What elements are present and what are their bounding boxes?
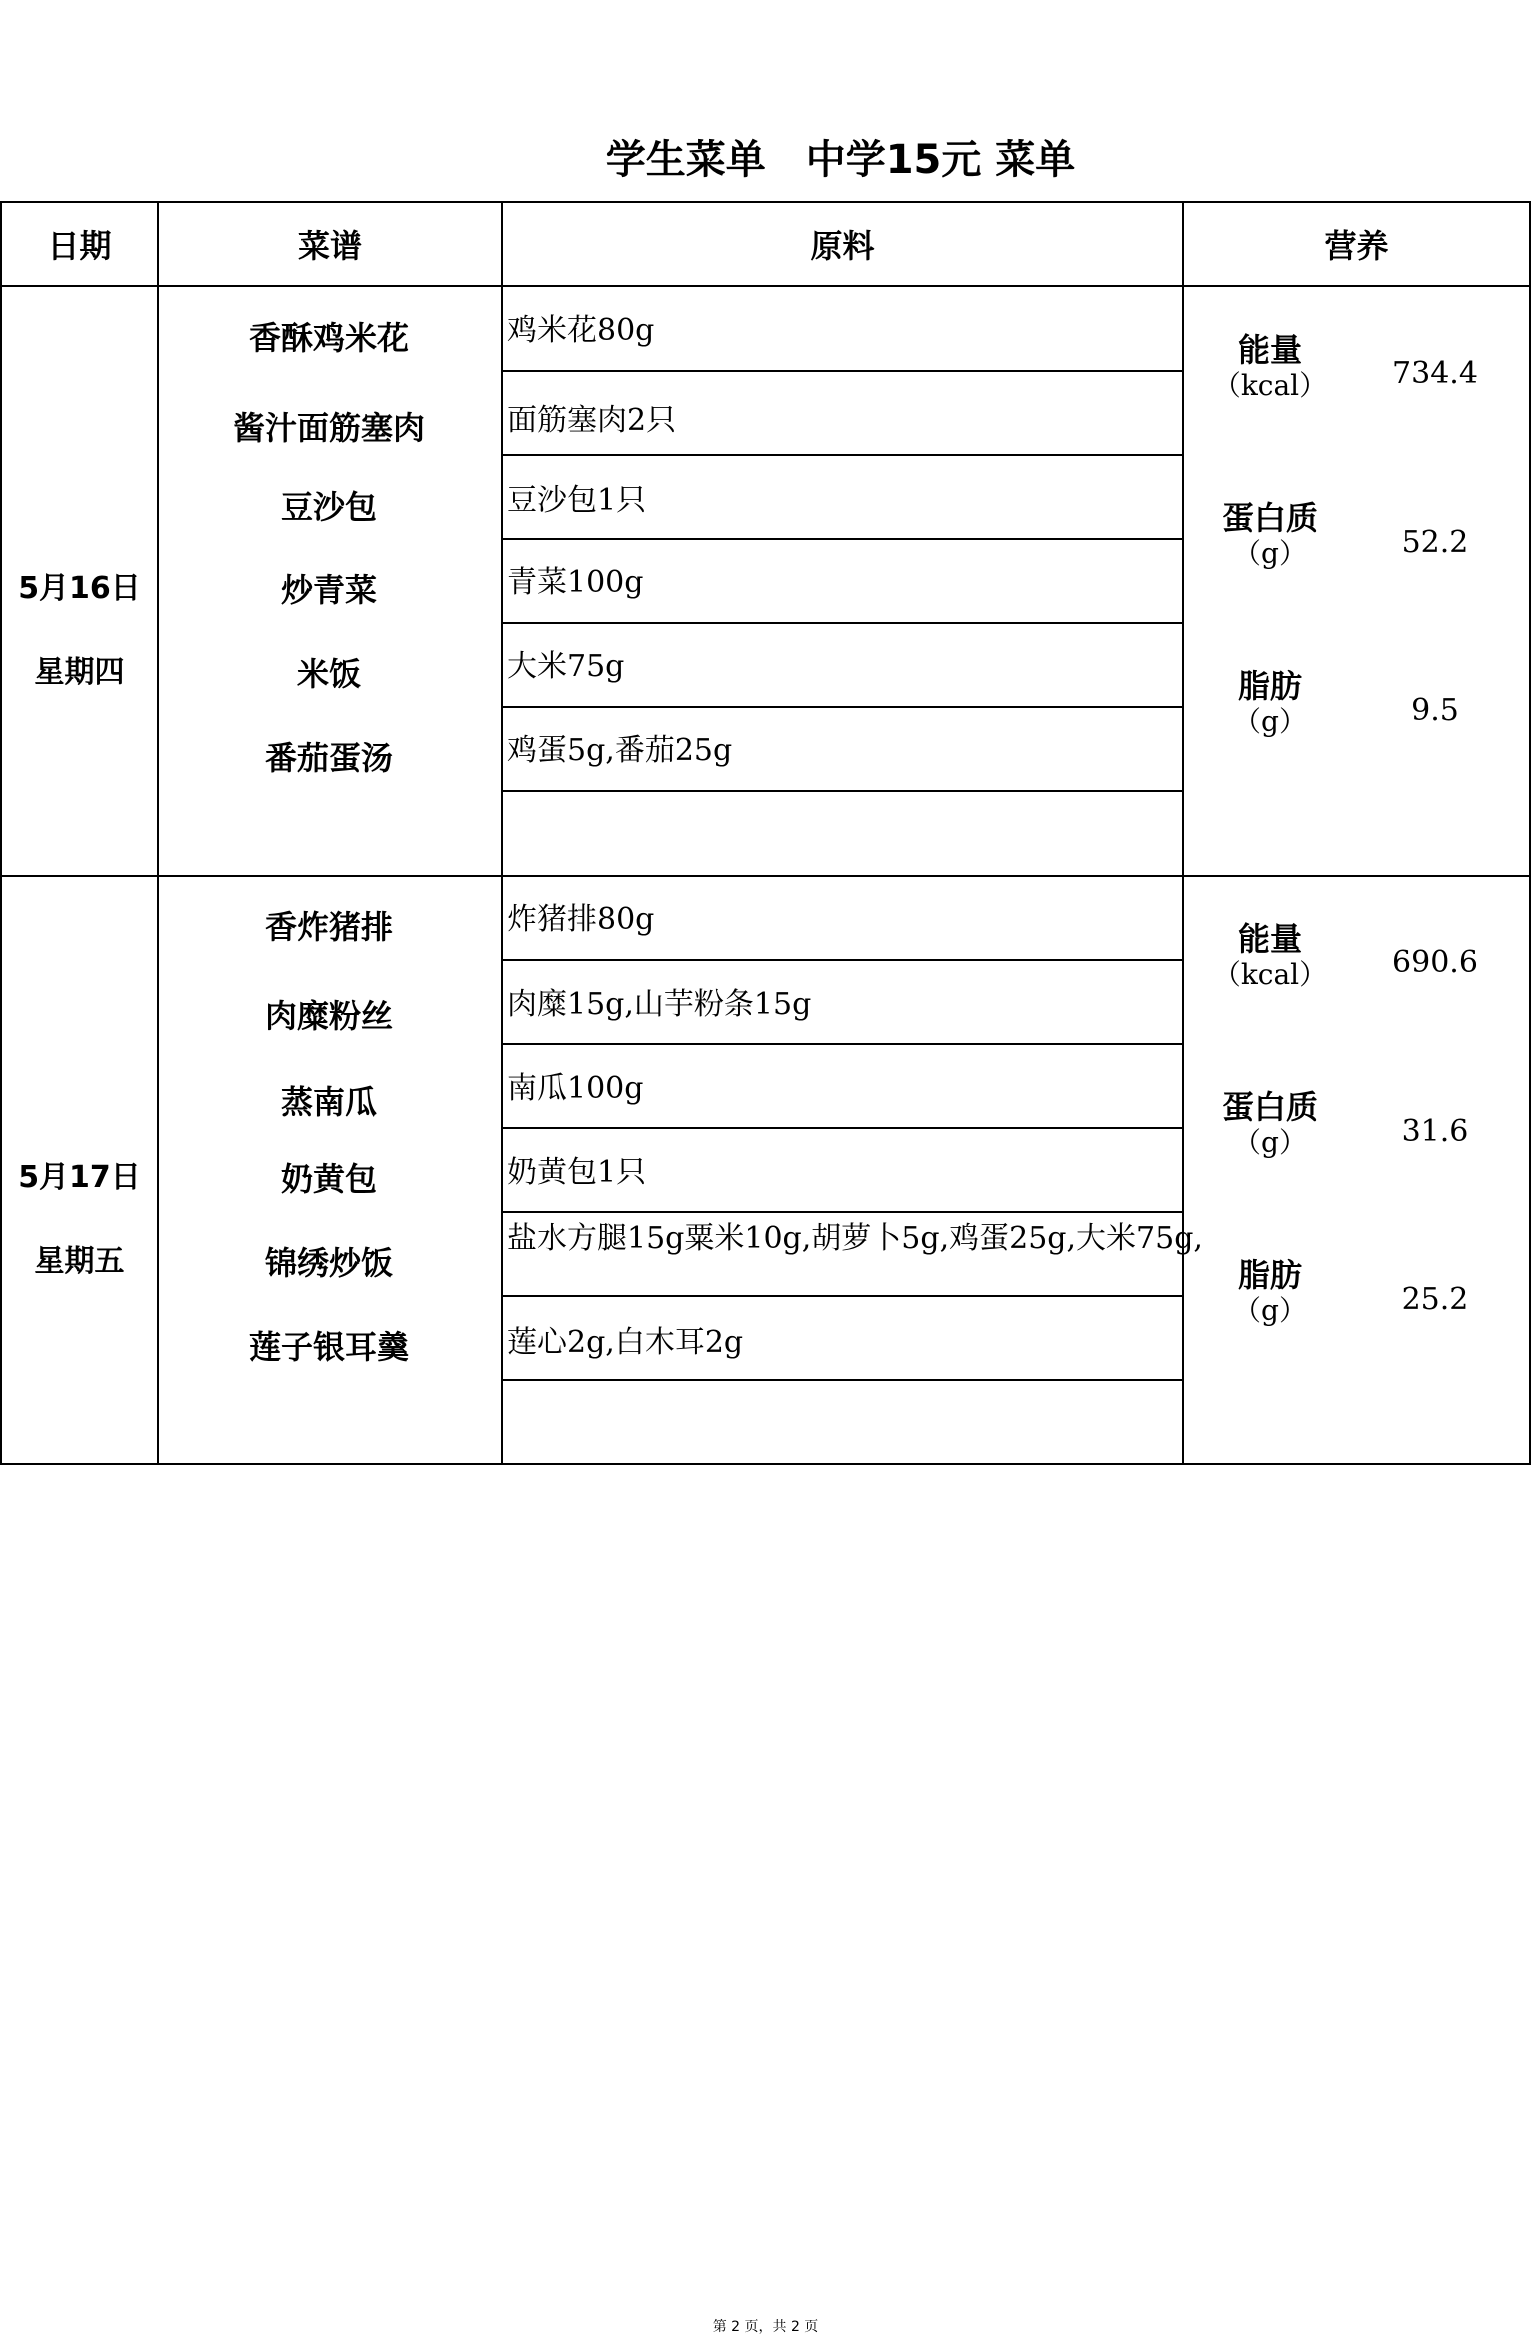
dish-name: 香酥鸡米花 bbox=[248, 319, 409, 357]
nutrition-label: 蛋白质 bbox=[1221, 1088, 1318, 1126]
nutrition-protein-label bbox=[1185, 1088, 1355, 1160]
nutrition-energy-label bbox=[1185, 331, 1355, 403]
nutrition-fat-label bbox=[1185, 667, 1355, 739]
header-dish: 菜谱 bbox=[297, 227, 362, 265]
dish-name: 酱汁面筋塞肉 bbox=[232, 409, 425, 447]
dish-name: 肉糜粉丝 bbox=[264, 997, 393, 1035]
day-separator bbox=[0, 875, 1531, 877]
dish-name: 香炸猪排 bbox=[264, 908, 393, 946]
nutrition-fat-label bbox=[1185, 1256, 1355, 1328]
nutrition-unit: （g） bbox=[1233, 1294, 1307, 1328]
header-nutrition: 营养 bbox=[1324, 227, 1389, 265]
ingredient-text: 面筋塞肉2只 bbox=[507, 403, 677, 438]
dish-name: 莲子银耳羹 bbox=[248, 1328, 409, 1366]
table-bottom-border bbox=[0, 1463, 1531, 1465]
dish-name: 米饭 bbox=[296, 655, 361, 693]
dish-name: 锦绣炒饭 bbox=[264, 1244, 393, 1282]
nutrition-energy-label bbox=[1185, 920, 1355, 992]
ingredient-row-line bbox=[501, 622, 1184, 624]
ingredient-text: 青菜100g bbox=[507, 565, 644, 600]
nutrition-label: 脂肪 bbox=[1237, 667, 1302, 705]
nutrition-energy-value: 734.4 bbox=[1392, 356, 1478, 391]
dish-name: 蒸南瓜 bbox=[280, 1083, 377, 1121]
nutrition-label: 能量 bbox=[1237, 331, 1302, 369]
dish-name: 奶黄包 bbox=[280, 1160, 377, 1198]
ingredient-text: 炸猪排80g bbox=[507, 902, 655, 937]
nutrition-unit: （g） bbox=[1233, 1126, 1307, 1160]
dish-name: 豆沙包 bbox=[280, 488, 377, 526]
nutrition-energy-value: 690.6 bbox=[1392, 945, 1478, 980]
ingredient-row-line bbox=[501, 538, 1184, 540]
menu-title: 学生菜单 中学15元 菜单 bbox=[605, 137, 1076, 183]
ingredient-text: 鸡蛋5g,番茄25g bbox=[507, 733, 733, 768]
ingredient-text: 奶黄包1只 bbox=[507, 1155, 647, 1190]
nutrition-label: 能量 bbox=[1237, 920, 1302, 958]
ingredient-text: 大米75g bbox=[507, 649, 625, 684]
day-weekday: 星期五 bbox=[34, 1244, 125, 1279]
ingredient-text: 莲心2g,白木耳2g bbox=[507, 1325, 744, 1360]
nutrition-unit: （kcal） bbox=[1212, 369, 1328, 403]
dish-name: 番茄蛋汤 bbox=[264, 739, 393, 777]
ingredient-row-line bbox=[501, 706, 1184, 708]
day-weekday: 星期四 bbox=[34, 655, 125, 690]
nutrition-label: 脂肪 bbox=[1237, 1256, 1302, 1294]
nutrition-unit: （g） bbox=[1233, 705, 1307, 739]
ingredient-text: 鸡米花80g bbox=[507, 313, 655, 348]
page-footer: 第 2 页，共 2 页 bbox=[712, 2319, 819, 2335]
ingredient-text: 南瓜100g bbox=[507, 1071, 644, 1106]
ingredient-text: 盐水方腿15g粟米10g,胡萝卜5g,鸡蛋25g,大米75g, bbox=[507, 1221, 1203, 1256]
col-divider-dish bbox=[501, 201, 503, 1465]
nutrition-protein-value: 31.6 bbox=[1401, 1114, 1469, 1149]
ingredient-row-line bbox=[501, 1295, 1184, 1297]
ingredient-text: 豆沙包1只 bbox=[507, 483, 647, 518]
nutrition-fat-value: 9.5 bbox=[1411, 693, 1459, 728]
ingredient-row-line bbox=[501, 1043, 1184, 1045]
ingredient-row-line bbox=[501, 1211, 1184, 1213]
header-ingredients: 原料 bbox=[810, 227, 875, 265]
ingredient-row-line bbox=[501, 454, 1184, 456]
ingredient-row-line bbox=[501, 790, 1184, 792]
ingredient-row-line bbox=[501, 1379, 1184, 1381]
nutrition-protein-value: 52.2 bbox=[1401, 525, 1469, 560]
nutrition-fat-value: 25.2 bbox=[1401, 1282, 1469, 1317]
header-date: 日期 bbox=[47, 227, 112, 265]
ingredient-row-line bbox=[501, 959, 1184, 961]
ingredient-text: 肉糜15g,山芋粉条15g bbox=[507, 987, 812, 1022]
nutrition-unit: （g） bbox=[1233, 537, 1307, 571]
nutrition-unit: （kcal） bbox=[1212, 958, 1328, 992]
menu-title-wrap bbox=[0, 128, 1531, 185]
nutrition-label: 蛋白质 bbox=[1221, 499, 1318, 537]
header-bottom-border bbox=[0, 285, 1531, 287]
dish-name: 炒青菜 bbox=[280, 571, 377, 609]
col-divider-ingredients bbox=[1182, 201, 1184, 1465]
ingredient-row-line bbox=[501, 370, 1184, 372]
nutrition-protein-label bbox=[1185, 499, 1355, 571]
day-date: 5月17日 bbox=[18, 1160, 141, 1195]
ingredient-row-line bbox=[501, 1127, 1184, 1129]
day-date: 5月16日 bbox=[18, 571, 141, 606]
